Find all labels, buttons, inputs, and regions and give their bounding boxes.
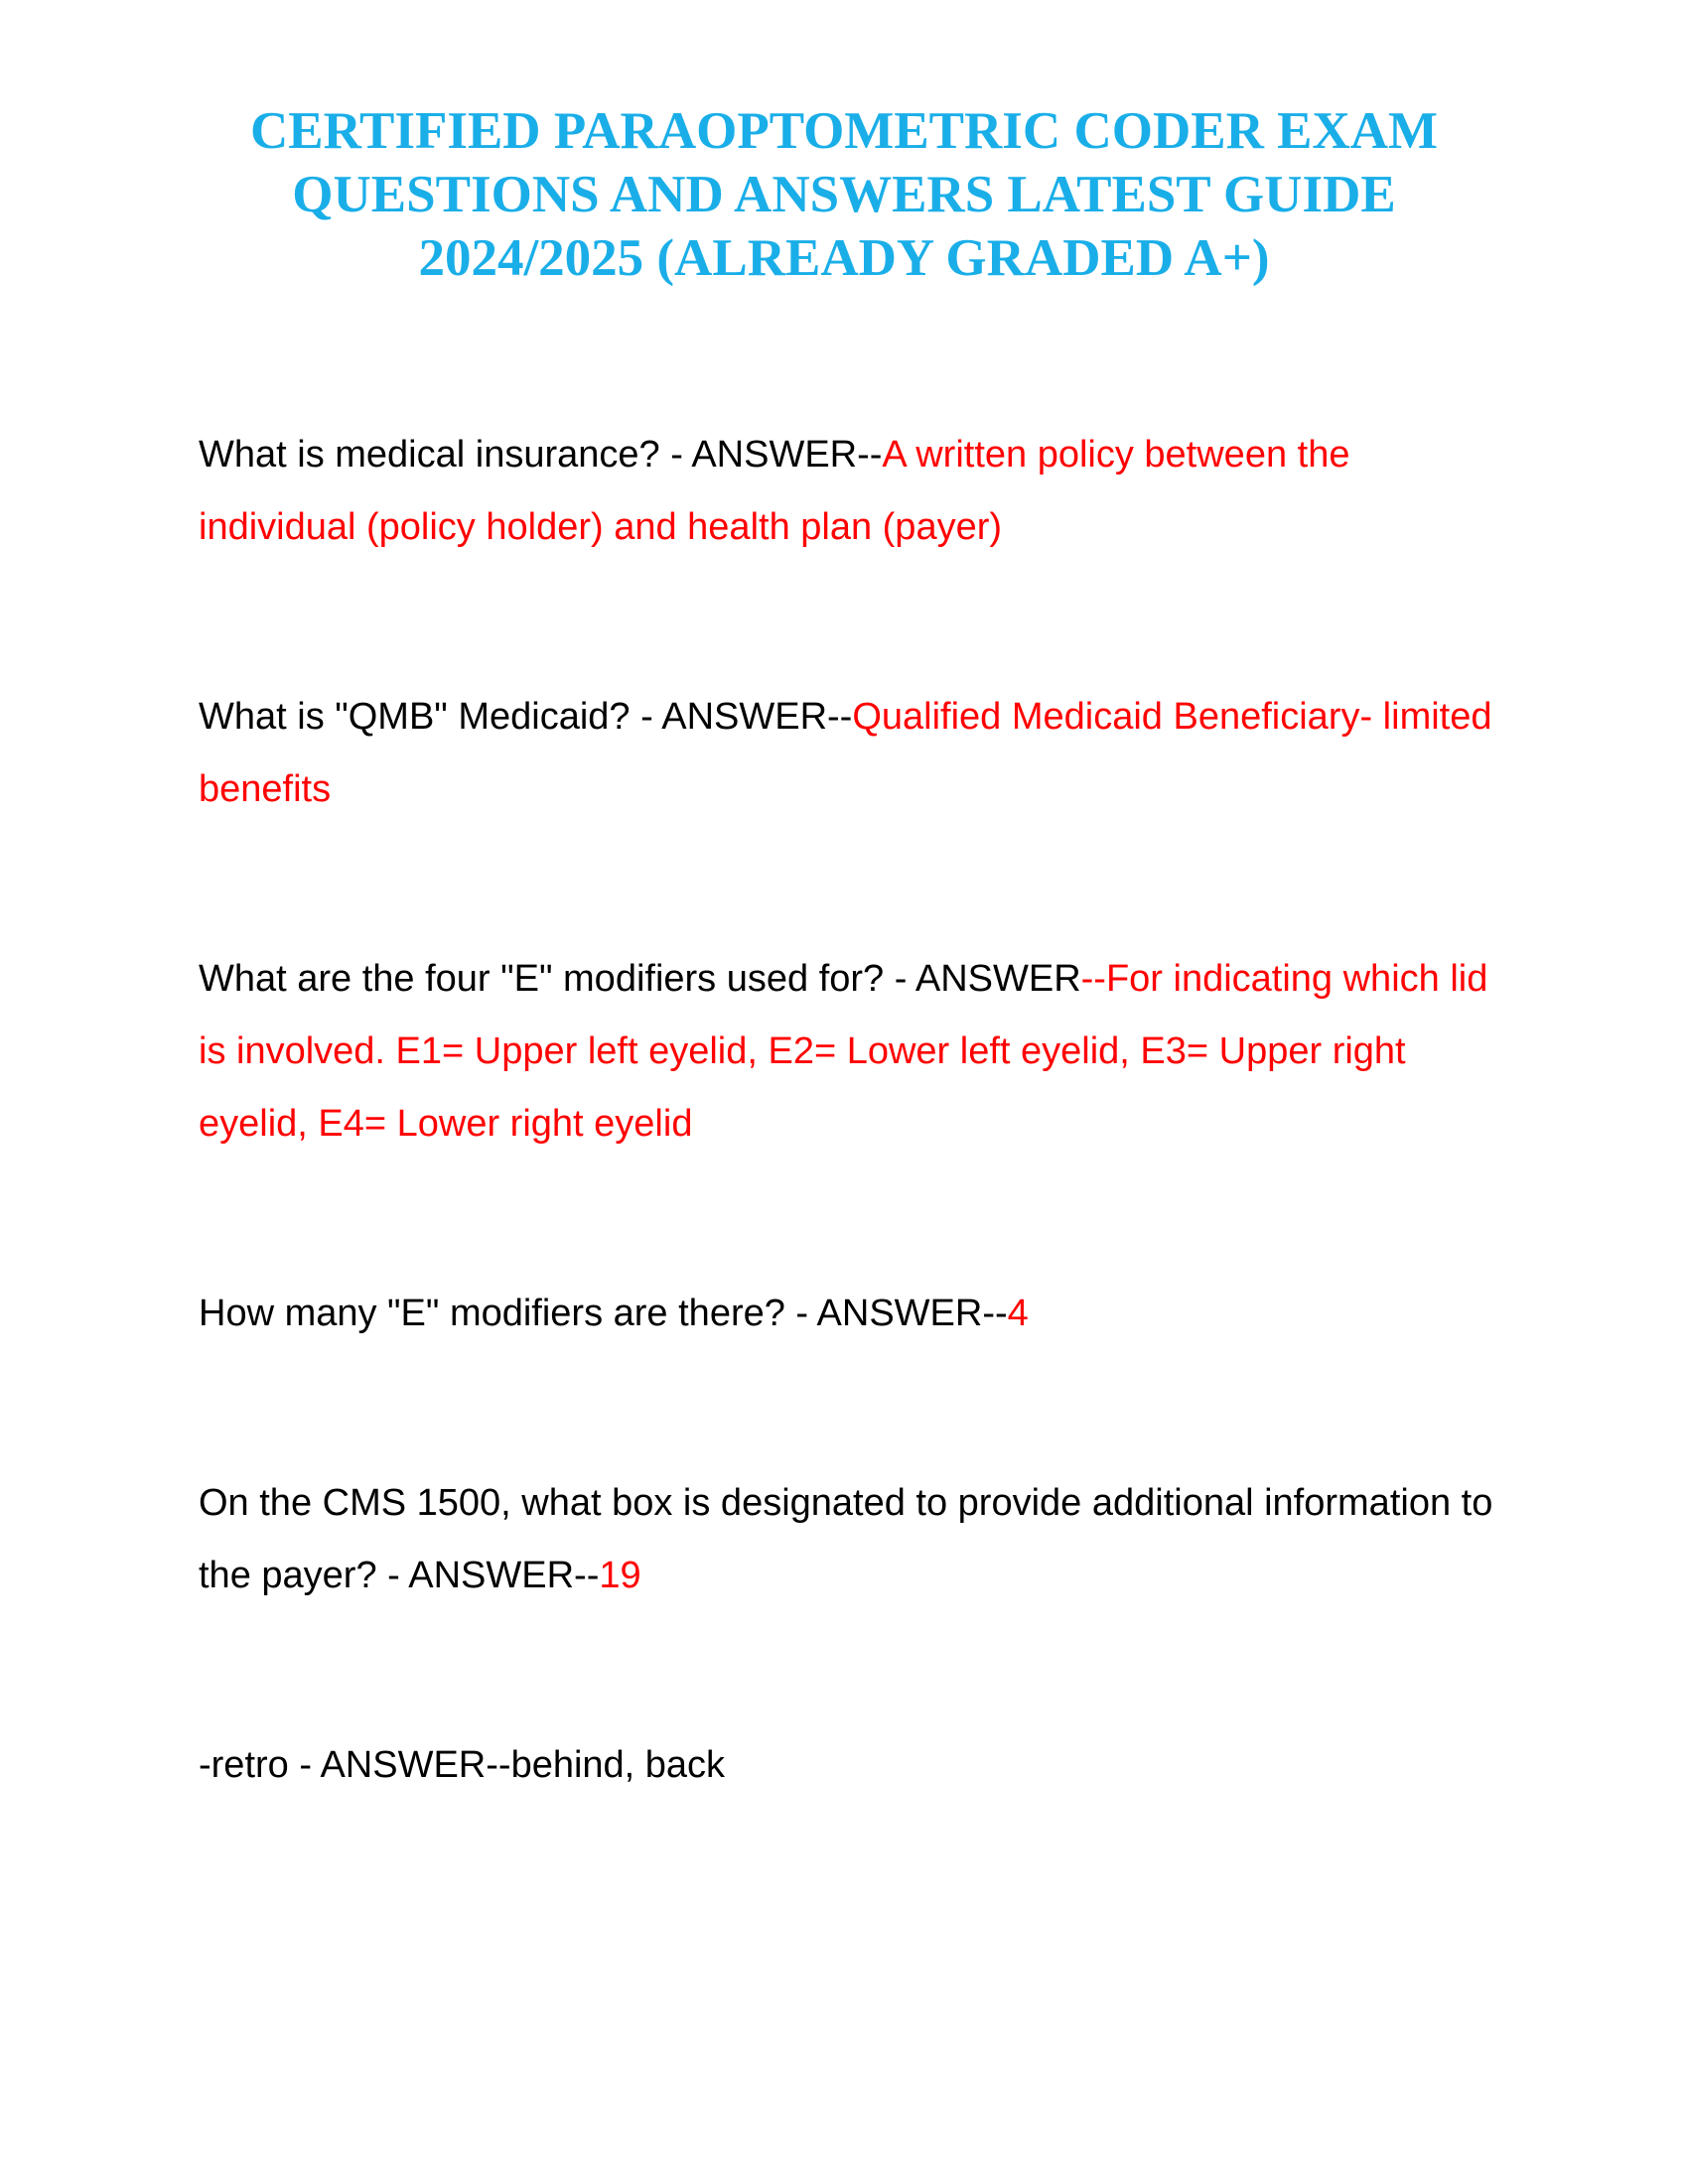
answer-text: 4 [1007, 1293, 1029, 1334]
answer-text: --For indicating which lid is involved. E1= Upper left eyelid, E2= Lower left eyelid, E3= Upper right eyelid, E4= Lower right eyelid [199, 958, 1488, 1145]
answer-text: behind, back [510, 1744, 726, 1786]
answer-text: 19 [599, 1555, 641, 1596]
qa-item [199, 943, 1509, 1160]
answer-text: A written policy between the individual (policy holder) and health plan (payer) [199, 434, 1350, 548]
question-text: What is medical insurance? - ANSWER-- [199, 434, 883, 476]
answer-text: Qualified Medicaid Beneficiary- limited benefits [199, 696, 1492, 810]
document-title [199, 99, 1489, 290]
question-text: How many "E" modifiers are there? - ANSWER-- [199, 1293, 1008, 1334]
qa-item [199, 681, 1509, 826]
title-line: QUESTIONS AND ANSWERS LATEST GUIDE [292, 166, 1396, 223]
title-line: 2024/2025 (ALREADY GRADED A+) [418, 229, 1270, 287]
qa-item [199, 1729, 1509, 1802]
qa-item [199, 1467, 1509, 1612]
question-text: On the CMS 1500, what box is designated to provide additional information to the payer? - ANSWER-- [199, 1482, 1493, 1596]
title-line: CERTIFIED PARAOPTOMETRIC CODER EXAM [249, 102, 1439, 160]
question-text: -retro - ANSWER-- [199, 1744, 511, 1786]
qa-item [199, 1278, 1509, 1350]
question-text: What is "QMB" Medicaid? - ANSWER-- [199, 696, 853, 738]
qa-item [199, 419, 1509, 564]
question-text: What are the four "E" modifiers used for? - ANSWER [199, 958, 1081, 1000]
